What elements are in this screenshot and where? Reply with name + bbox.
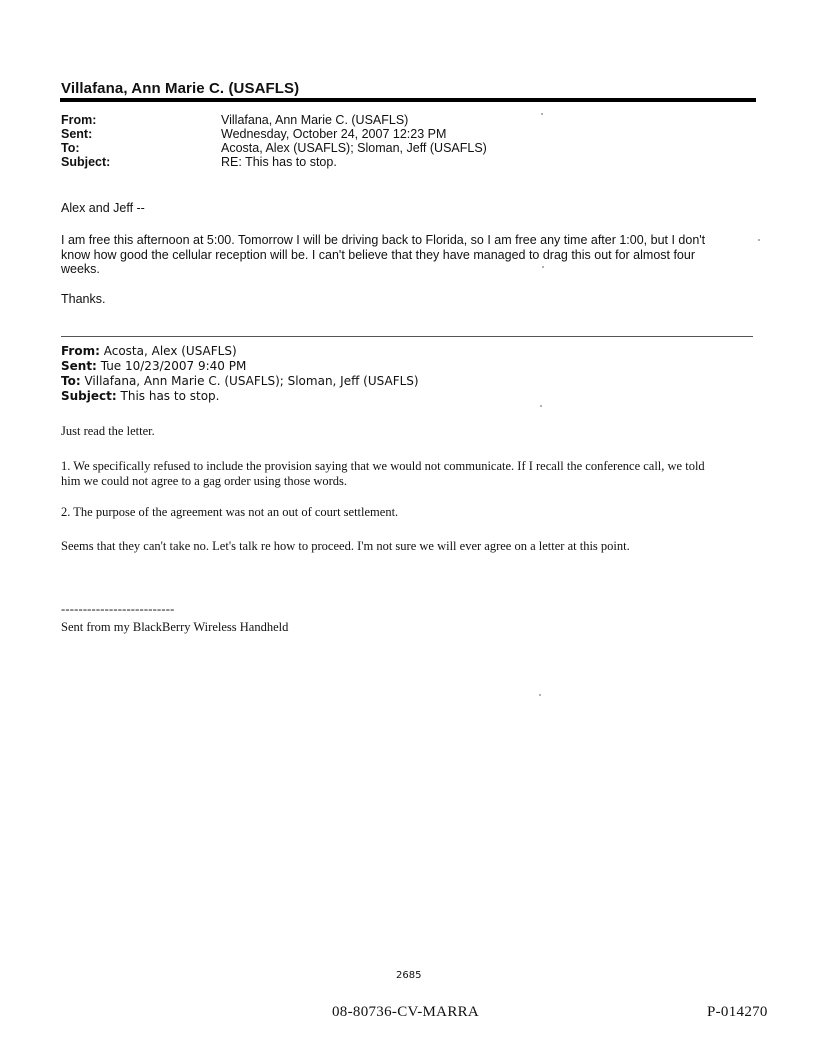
from-value: Acosta, Alex (USAFLS): [103, 344, 237, 358]
point-line: 1. We specifically refused to include the provision saying that we would not communicate. If I recall the conference call, we told: [61, 459, 705, 473]
email1-paragraph: [61, 233, 751, 277]
from-label: From:: [61, 113, 97, 127]
scan-speck: [541, 113, 543, 115]
email2-from-row: [61, 344, 419, 359]
email2-point-2: 2. The purpose of the agreement was not an out of court settlement.: [61, 505, 399, 519]
document-title: Villafana, Ann Marie C. (USAFLS): [61, 80, 300, 97]
case-number: 08-80736-CV-MARRA: [332, 1004, 480, 1020]
email1-subject-row: [61, 155, 487, 169]
sent-label: Sent:: [61, 359, 97, 373]
email2-sent-row: [61, 359, 419, 374]
email2-point-1: [61, 459, 751, 488]
from-label: From:: [61, 344, 100, 358]
email2-closing-line: Seems that they can't take no. Let's talk re how to proceed. I'm not sure we will ever agree on a letter at this point.: [61, 539, 630, 553]
email1-from-row: [61, 113, 487, 127]
subject-value: This has to stop.: [120, 389, 220, 403]
subject-label: Subject:: [61, 155, 111, 169]
sent-value: Tue 10/23/2007 9:40 PM: [100, 359, 247, 373]
to-label: To:: [61, 141, 80, 155]
email2-to-row: [61, 374, 419, 389]
email1-header: [61, 113, 487, 169]
scan-speck: [758, 239, 760, 241]
email2-subject-row: [61, 389, 419, 404]
to-value: Acosta, Alex (USAFLS); Sloman, Jeff (USAFLS): [221, 141, 487, 155]
bates-number: P-014270: [707, 1004, 768, 1020]
to-label: To:: [61, 374, 81, 388]
email1-sent-row: [61, 127, 487, 141]
email1-greeting: Alex and Jeff --: [61, 201, 145, 215]
email2-header: [61, 344, 419, 404]
to-value: Villafana, Ann Marie C. (USAFLS); Sloman, Jeff (USAFLS): [84, 374, 419, 388]
subject-value: RE: This has to stop.: [221, 155, 337, 169]
sent-label: Sent:: [61, 127, 93, 141]
signature: Sent from my BlackBerry Wireless Handheld: [61, 620, 289, 634]
paragraph-line: weeks.: [61, 262, 100, 276]
message-separator: [61, 336, 753, 337]
sent-value: Wednesday, October 24, 2007 12:23 PM: [221, 127, 447, 141]
from-value: Villafana, Ann Marie C. (USAFLS): [221, 113, 409, 127]
email1-to-row: [61, 141, 487, 155]
title-rule: [60, 98, 756, 102]
signature-divider: --------------------------: [61, 602, 175, 616]
subject-label: Subject:: [61, 389, 117, 403]
scan-speck: [542, 266, 544, 268]
page-number: 2685: [396, 970, 422, 981]
paragraph-line: know how good the cellular reception will be. I can't believe that they have managed to drag this out for almost four: [61, 247, 696, 262]
email2-opening: Just read the letter.: [61, 424, 155, 438]
scan-speck: [540, 405, 542, 407]
email1-closing: Thanks.: [61, 292, 106, 306]
scan-speck: [539, 694, 541, 696]
point-line: him we could not agree to a gag order using those words.: [61, 473, 348, 488]
paragraph-line: I am free this afternoon at 5:00. Tomorrow I will be driving back to Florida, so I am free any time after 1:00, but I don't: [61, 233, 706, 247]
